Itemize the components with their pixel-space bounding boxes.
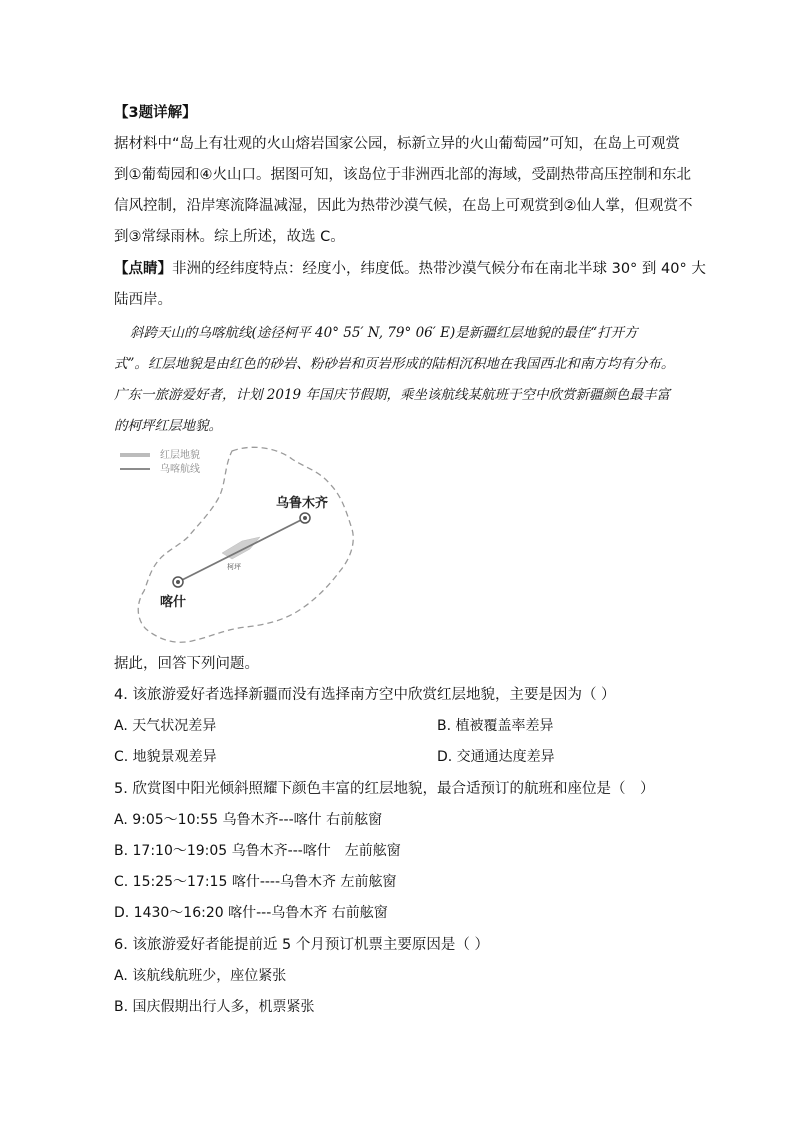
legend-red-layer-label: 红层地貌 [160,450,200,461]
keping-label: 柯坪 [227,563,241,571]
material-line: 广东一旅游爱好者，计划 2019 年国庆节假期，乘坐该航线某航班于空中欣赏新疆颜色最丰富 [114,387,670,403]
question-6-stem: 6. 该旅游爱好者能提前近 5 个月预订机票主要原因是（ ） [114,937,489,953]
legend-route-label: 乌喀航线 [160,464,200,475]
question-prompt: 据此，回答下列问题。 [114,656,259,672]
wu-ka-route-line [178,518,305,582]
map-svg [114,441,370,647]
question-5-stem: 5. 欣赏图中阳光倾斜照耀下颜色丰富的红层地貌，最合适预订的航班和座位是（ ） [114,781,655,797]
question-4-option-c: C. 地貌景观差异 [114,749,217,765]
explanation-line: 到①葡萄园和④火山口。据图可知，该岛位于非洲西北部的海域，受副热带高压控制和东北 [114,167,691,183]
question-5-option-a: A. 9:05～10:55 乌鲁木齐---喀什 右前舷窗 [114,812,383,828]
urumqi-label: 乌鲁木齐 [276,496,329,511]
question-5-option-b: B. 17:10～19:05 乌鲁木齐---喀什 左前舷窗 [114,843,401,859]
explanation-heading: 【3题详解】 [114,105,197,121]
tip-text: 非洲的经纬度特点：经度小，纬度低。热带沙漠气候分布在南北半球 30° 到 40° 大 [172,261,706,277]
material-line: 的柯坪红层地貌。 [114,418,222,434]
question-4-option-a: A. 天气状况差异 [114,718,217,734]
red-layer-landform [222,537,260,559]
explanation-line: 信风控制，沿岸寒流降温减湿，因此为热带沙漠气候，在岛上可观赏到②仙人掌，但观赏不 [114,198,693,214]
xinjiang-route-map [114,441,370,647]
question-4-stem: 4. 该旅游爱好者选择新疆而没有选择南方空中欣赏红层地貌，主要是因为（ ） [114,687,616,703]
question-6-option-a: A. 该航线航班少，座位紧张 [114,968,287,984]
material-line: 斜跨天山的乌喀航线(途径柯平 40° 55′ N, 79° 06′ E)是新疆红层地貌的最佳“打开方 [130,325,638,341]
question-4-option-d: D. 交通通达度差异 [437,749,555,765]
tip-label: 【点睛】 [114,261,172,277]
question-5-option-c: C. 15:25～17:15 喀什----乌鲁木齐 左前舷窗 [114,874,397,890]
material-line: 式”。红层地貌是由红色的砂岩、粉砂岩和页岩形成的陆相沉积地在我国西北和南方均有分布。 [114,356,675,372]
tip-line [114,259,706,279]
explanation-line: 据材料中“岛上有壮观的火山熔岩国家公园，标新立异的火山葡萄园”可知，在岛上可观赏 [114,136,681,152]
kashgar-label: 喀什 [160,595,187,610]
explanation-line: 到③常绿雨林。综上所述，故选 C。 [114,229,345,245]
question-6-option-b: B. 国庆假期出行人多，机票紧张 [114,999,315,1015]
question-5-option-d: D. 1430～16:20 喀什---乌鲁木齐 右前舷窗 [114,905,388,921]
question-4-option-b: B. 植被覆盖率差异 [437,718,554,734]
tip-line-2: 陆西岸。 [114,292,172,308]
